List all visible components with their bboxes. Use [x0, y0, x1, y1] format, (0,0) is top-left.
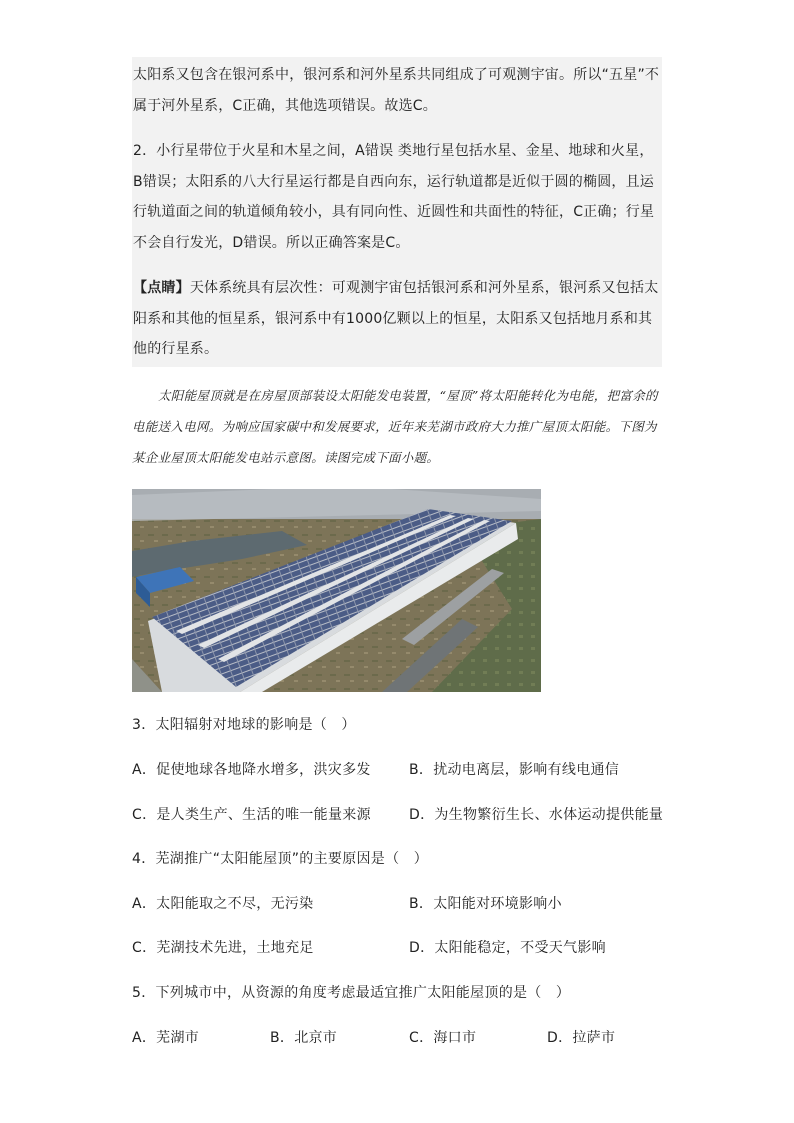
q4-option-d[interactable]: D．太阳能稳定，不受天气影响: [409, 940, 606, 956]
aerial-solar-roof-illustration: [132, 489, 541, 692]
q4-option-a[interactable]: A．太阳能取之不尽，无污染: [132, 896, 314, 912]
tip-text: 天体系统具有层次性：可观测宇宙包括银河系和河外星系，银河系又包括太阳系和其他的恒星系，银河系中有1000亿颗以上的恒星，太阳系又包括地月系和其他的行星系。: [133, 280, 659, 357]
q4-option-b[interactable]: B．太阳能对环境影响小: [409, 896, 562, 912]
solar-roof-photo: [132, 489, 541, 692]
q5-option-c[interactable]: C．海口市: [409, 1030, 477, 1046]
q3-option-b[interactable]: B．扰动电离层，影响有线电通信: [409, 762, 620, 778]
tip-label: 【点睛】: [133, 280, 190, 296]
analysis-paragraph-2: 2．小行星带位于火星和木星之间，A错误 类地行星包括水星、金星、地球和火星，B错误；太阳系的八大行星运行都是自西向东，运行轨道都是近似于圆的椭圆，且运行轨道面之间的轨道倾角较小，具有同向性、近圆性和共面性的特征，C正确；行星不会自行发光，D错误。所以正确答案是C。: [133, 143, 655, 251]
q3-option-d[interactable]: D．为生物繁衍生长、水体运动提供能量: [409, 807, 664, 823]
material-intro: 太阳能屋顶就是在房屋顶部装设太阳能发电装置，“屋顶”将太阳能转化为电能，把富余的电能送入电网。为响应国家碳中和发展要求，近年来芜湖市政府大力推广屋顶太阳能。下图为某企业屋顶太阳能发电站示意图。读图完成下面小题。: [132, 388, 658, 465]
q4-option-c[interactable]: C．芜湖技术先进，土地充足: [132, 940, 314, 956]
q3-option-a[interactable]: A．促使地球各地降水增多，洪灾多发: [132, 762, 371, 778]
q5-option-a[interactable]: A．芜湖市: [132, 1030, 200, 1046]
q5-option-b[interactable]: B．北京市: [270, 1030, 338, 1046]
question-4-stem: 4．芜湖推广“太阳能屋顶”的主要原因是（ ）: [132, 851, 429, 867]
answer-analysis-box: [132, 57, 662, 367]
question-3-stem: 3．太阳辐射对地球的影响是（ ）: [132, 717, 356, 733]
question-5-stem: 5．下列城市中，从资源的角度考虑最适宜推广太阳能屋顶的是（ ）: [132, 985, 571, 1001]
analysis-paragraph-1: 太阳系又包含在银河系中，银河系和河外星系共同组成了可观测宇宙。所以“五星”不属于河外星系，C正确，其他选项错误。故选C。: [133, 67, 660, 114]
q5-option-d[interactable]: D．拉萨市: [547, 1030, 616, 1046]
q3-option-c[interactable]: C．是人类生产、生活的唯一能量来源: [132, 807, 371, 823]
analysis-tip: [132, 273, 661, 365]
